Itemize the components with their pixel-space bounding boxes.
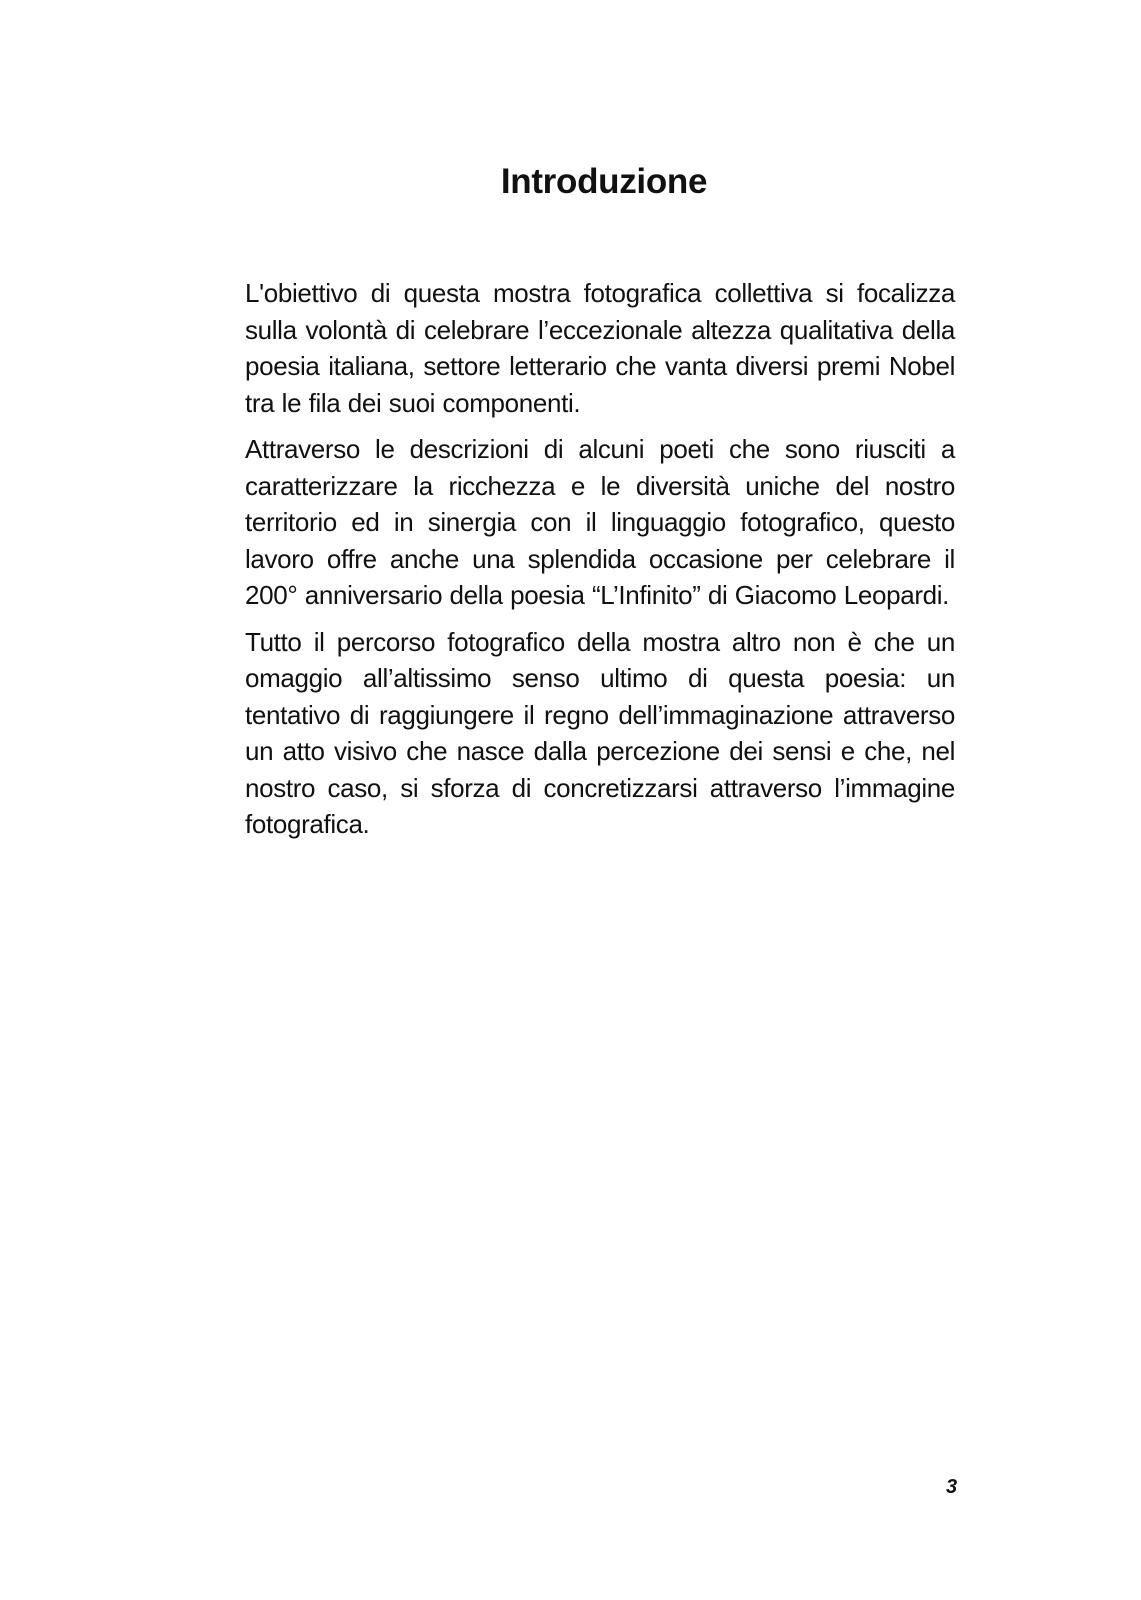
paragraph-1: L'obiettivo di questa mostra fotografica collettiva si focalizza sulla volontà di celebrare l’eccezionale altezza qualitativa della poesia italiana, settore letterario che vanta diversi premi Nobel tra le fila dei suoi componenti. (245, 278, 955, 418)
page-title: Introduzione (500, 162, 708, 201)
page-number: 3 (946, 1476, 958, 1498)
paragraph-3: Tutto il percorso fotografico della mostra altro non è che un omaggio all’altissimo senso ultimo di questa poesia: un tentativo di raggiungere il regno dell’immaginazione attraverso un atto visivo che nasce dalla percezione dei sensi e che, nel nostro caso, si sforza di concretizzarsi attraverso l’immagine fotografica. (245, 626, 955, 839)
body-text (245, 275, 955, 853)
paragraph-2: Attraverso le descrizioni di alcuni poeti che sono riusciti a caratterizzare la ricchezza e le diversità uniche del nostro territorio ed in sinergia con il linguaggio fotografico, questo lavoro offre anche una splendida occasione per celebrare il 200° anniversario della poesia “L’Infinito” di Giacomo Leopardi. (245, 434, 955, 610)
